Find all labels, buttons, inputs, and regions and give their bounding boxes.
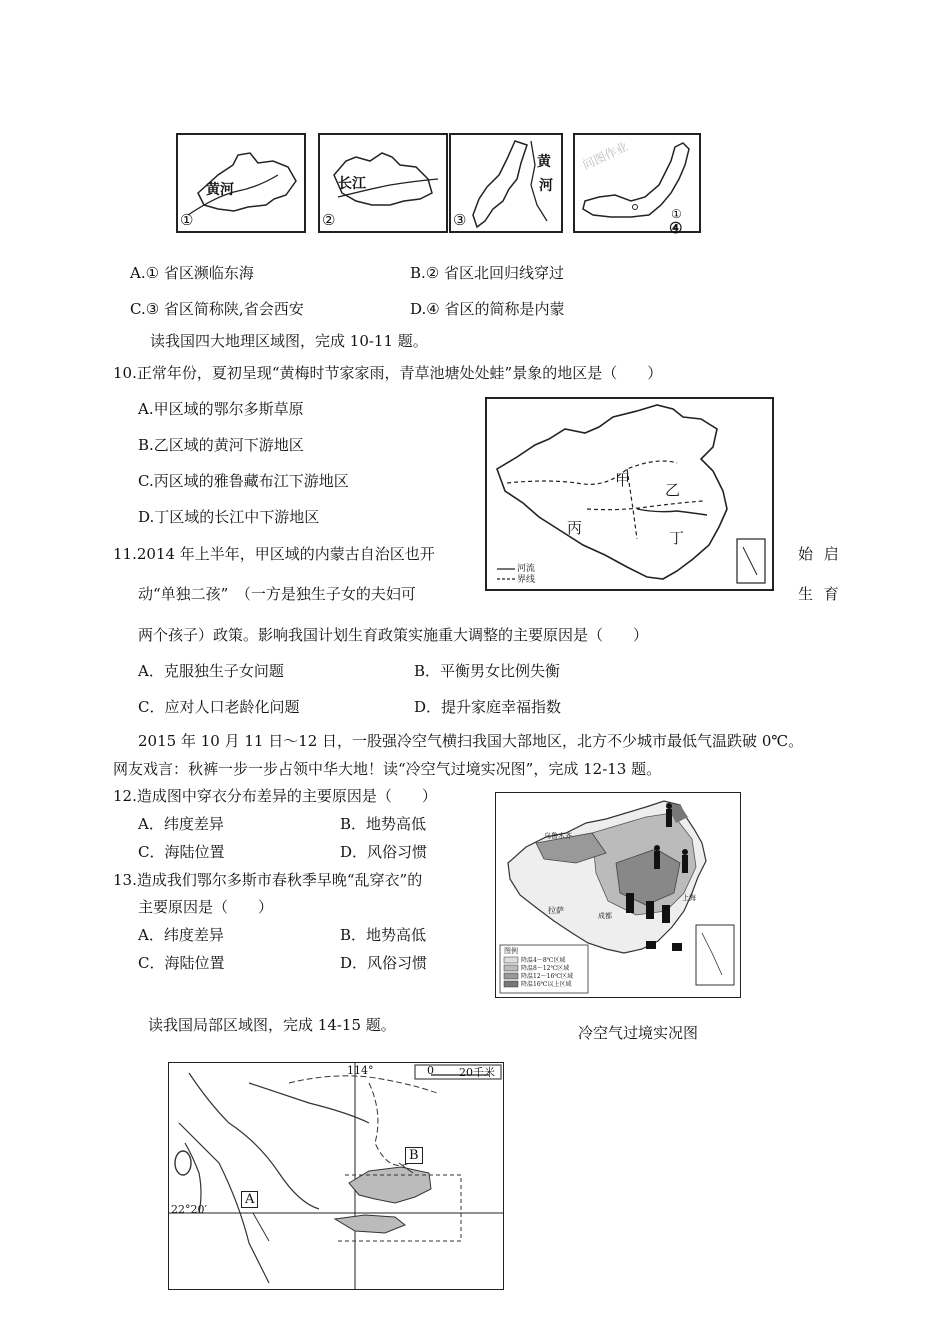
local-region-map (168, 1062, 504, 1290)
scale-zero: 0 (427, 1064, 434, 1077)
cold-legend-1: 降温4～8℃区域 (521, 957, 566, 964)
map4-mark: ① (671, 207, 682, 221)
legend-border: 界线 (517, 575, 536, 585)
cold-map-caption: 冷空气过境实况图 (578, 1024, 699, 1042)
intro-12-13-line2: 网友戏言：秋裤一步一步占领中华大地！读“冷空气过境实况图”，完成 12-13 题。 (113, 760, 662, 778)
q13-option-a: A．纬度差异 (138, 926, 224, 944)
q11-option-a: A．克服独生子女问题 (138, 662, 284, 680)
q9-option-a: A.① 省区濒临东海 (130, 264, 254, 282)
region-bing: 丙 (567, 519, 583, 537)
cold-legend-3: 降温12～16℃区域 (521, 973, 573, 980)
region-yi: 乙 (665, 481, 681, 499)
q10-option-a: A.甲区域的鄂尔多斯草原 (138, 400, 304, 418)
q10-option-b: B.乙区域的黄河下游地区 (138, 436, 304, 454)
scale-length: 20千米 (459, 1066, 495, 1079)
latitude-label: 22°20′ (171, 1203, 207, 1216)
province-map-2 (318, 133, 448, 233)
local-region-graphic (169, 1063, 503, 1289)
q12-option-b: B．地势高低 (340, 815, 427, 833)
province-map-3 (449, 133, 563, 233)
q12-option-d: D．风俗习惯 (340, 843, 428, 861)
q13-option-b: B．地势高低 (340, 926, 427, 944)
q10-stem: 10.正常年份，夏初呈现“黄梅时节家家雨，青草池塘处处蛙”景象的地区是（ ） (113, 364, 663, 382)
label-a: A (241, 1191, 258, 1208)
cold-legend-title: 图例 (504, 947, 518, 955)
q11-line3: 两个孩子）政策。影响我国计划生育政策实施重大调整的主要原因是（ ） (138, 626, 649, 644)
city-shanghai: 上海 (682, 894, 696, 902)
cold-legend-4: 降温16℃以上区域 (521, 981, 572, 988)
intro-12-13-line1: 2015 年 10 月 11 日～12 日，一股强冷空气横扫我国大部地区，北方不少城市最低气温跌破 0℃。 (138, 732, 804, 750)
province-map-1 (176, 133, 306, 233)
province-map-4 (573, 133, 701, 237)
q12-option-a: A．纬度差异 (138, 815, 224, 833)
longitude-label: 114° (347, 1064, 374, 1077)
q9-option-c: C.③ 省区简称陕,省会西安 (130, 300, 304, 318)
map2-river-label: 长江 (338, 176, 366, 192)
map3-number: ③ (453, 211, 467, 229)
cold-legend-2: 降温8～12℃区域 (521, 965, 570, 972)
four-regions-map (485, 397, 774, 591)
map1-river-label: 黄河 (206, 182, 234, 198)
region-ding: 丁 (669, 529, 685, 547)
map3-river-label-a: 黄 (537, 154, 551, 170)
legend-river: 河流 (517, 564, 536, 574)
cold-air-map (495, 792, 741, 998)
q11-option-b: B．平衡男女比例失衡 (414, 662, 561, 680)
q13-stem-2: 主要原因是（ ） (138, 898, 274, 916)
q10-option-c: C.丙区域的雅鲁藏布江下游地区 (138, 472, 349, 490)
city-urumqi: 乌鲁木齐 (544, 832, 572, 840)
q10-option-d: D.丁区域的长江中下游地区 (138, 508, 320, 526)
q13-option-d: D．风俗习惯 (340, 954, 428, 972)
map2-number: ② (322, 211, 336, 229)
q11-line2-end: 生 育 (798, 585, 839, 603)
map4-number: ④ (669, 219, 683, 237)
q13-option-c: C．海陆位置 (138, 954, 225, 972)
q12-stem: 12.造成图中穿衣分布差异的主要原因是（ ） (113, 787, 437, 805)
q13-stem-1: 13.造成我们鄂尔多斯市春秋季早晚“乱穿衣”的 (113, 871, 423, 889)
intro-14-15: 读我国局部区域图，完成 14-15 题。 (148, 1016, 396, 1034)
q11-option-d: D．提升家庭幸福指数 (414, 698, 562, 716)
region-jia: 甲 (615, 471, 631, 489)
city-chengdu: 成都 (598, 912, 612, 920)
map3-river-label-b: 河 (539, 178, 553, 194)
q12-option-c: C．海陆位置 (138, 843, 225, 861)
q11-line1-end: 始 启 (798, 545, 839, 563)
q9-option-b: B.② 省区北回归线穿过 (410, 264, 565, 282)
map4-watermark: 问图作业 (580, 139, 630, 173)
q11-line1: 11.2014 年上半年，甲区域的内蒙古自治区也开 (113, 545, 435, 563)
province-1-outline (178, 135, 304, 231)
q11-option-c: C．应对人口老龄化问题 (138, 698, 300, 716)
q11-line2: 动“单独二孩” （一方是独生子女的夫妇可 (138, 585, 416, 603)
city-lhasa: 拉萨 (548, 906, 564, 915)
intro-10-11: 读我国四大地理区域图，完成 10-11 题。 (150, 332, 428, 350)
label-b: B (405, 1147, 423, 1164)
map1-number: ① (180, 211, 194, 229)
q9-option-d: D.④ 省区的简称是内蒙 (410, 300, 565, 318)
